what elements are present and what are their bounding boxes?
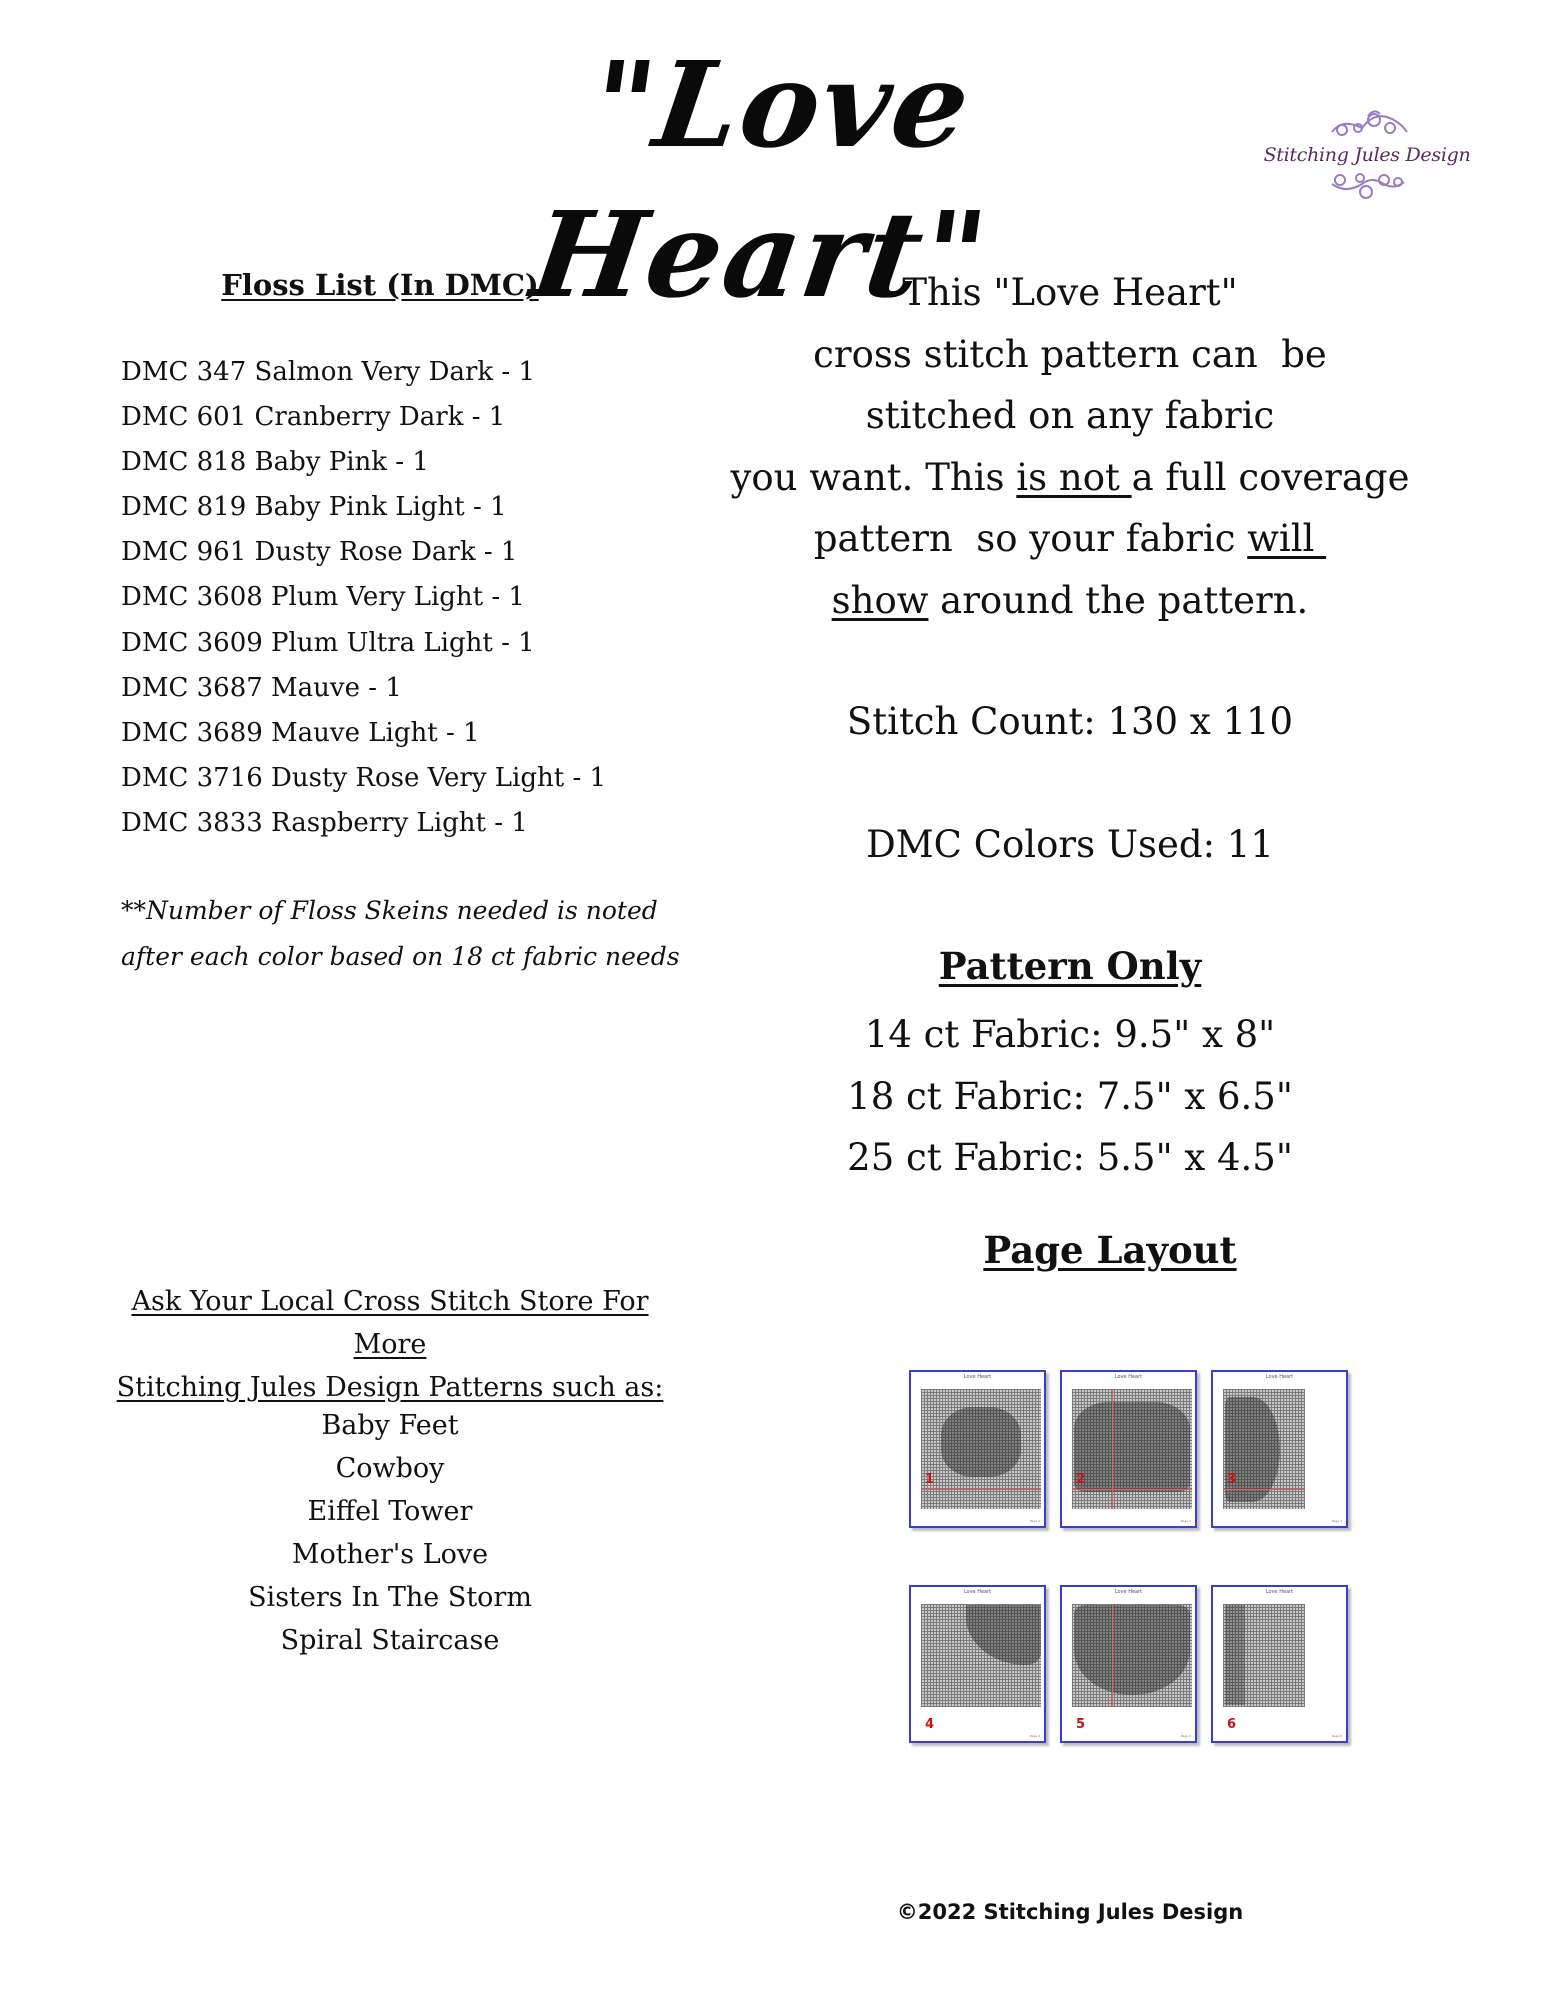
copyright: ©2022 Stitching Jules Design	[896, 1900, 1244, 1924]
store-heading-line: Stitching Jules Design Patterns such as:	[116, 1372, 664, 1403]
description-line	[730, 508, 1410, 570]
emphasis-will: will	[1247, 517, 1327, 560]
pattern-description	[730, 262, 1410, 631]
stitch-count: Stitch Count: 130 x 110	[846, 700, 1294, 743]
pattern-only-heading: Pattern Only	[938, 944, 1202, 988]
floss-item: DMC 3687 Mauve - 1	[121, 672, 402, 703]
description-text: around the pattern.	[928, 578, 1309, 622]
pattern-shading	[1074, 1605, 1190, 1695]
page-label: Page 5	[1180, 1734, 1191, 1738]
page-label: Page 6	[1331, 1734, 1342, 1738]
store-heading-line: Ask Your Local Cross Stitch Store For More	[131, 1286, 649, 1360]
page-thumbnail-4	[909, 1585, 1046, 1743]
emphasis-is-not: is not	[1016, 455, 1132, 499]
thumbnail-title: Love Heart	[963, 1374, 992, 1380]
ornament-swirl-icon	[1322, 168, 1412, 202]
page-title: "Love Heart"	[524, 35, 997, 324]
fabric-size-item: 18 ct Fabric: 7.5" x 6.5"	[847, 1074, 1293, 1118]
floss-item: DMC 819 Baby Pink Light - 1	[121, 492, 507, 523]
brand-logo	[1262, 108, 1472, 218]
page-label: Page 4	[1029, 1734, 1040, 1738]
thumbnail-title: Love Heart	[1265, 1589, 1294, 1595]
pattern-name: Sisters In The Storm	[248, 1582, 532, 1613]
thumbnail-title: Love Heart	[1265, 1374, 1294, 1380]
other-patterns-list	[100, 1404, 680, 1662]
store-heading	[100, 1280, 680, 1409]
floss-list	[121, 350, 606, 846]
floss-item: DMC 818 Baby Pink - 1	[121, 447, 429, 478]
ornament-swirl-icon	[1312, 108, 1422, 142]
floss-item: DMC 3833 Raspberry Light - 1	[121, 807, 528, 838]
center-line	[1112, 1389, 1113, 1509]
page-label: Page 1	[1029, 1519, 1040, 1523]
thumbnail-title: Love Heart	[963, 1589, 992, 1595]
description-text: you want. This	[730, 455, 1017, 499]
page-number: 6	[1227, 1717, 1237, 1732]
thumbnail-title: Love Heart	[1114, 1374, 1143, 1380]
pattern-name: Spiral Staircase	[280, 1625, 500, 1656]
page-thumbnail-2	[1060, 1370, 1197, 1528]
fabric-size-item: 14 ct Fabric: 9.5" x 8"	[864, 1013, 1276, 1056]
floss-item: DMC 3609 Plum Ultra Light - 1	[121, 627, 535, 658]
emphasis-show: show	[831, 578, 929, 622]
description-line: This "Love Heart"	[902, 271, 1238, 314]
center-line	[921, 1489, 1041, 1490]
floss-note	[121, 888, 680, 980]
page-number: 5	[1076, 1717, 1086, 1732]
description-line: cross stitch pattern can be	[813, 332, 1327, 376]
pattern-shading	[941, 1407, 1021, 1477]
page-label: Page 2	[1180, 1519, 1191, 1523]
description-line	[730, 570, 1410, 632]
logo-text: Stitching Jules Design	[1263, 144, 1471, 166]
description-text: a full coverage	[1131, 455, 1410, 499]
page-thumbnail-5	[1060, 1585, 1197, 1743]
page-thumbnail-1	[909, 1370, 1046, 1528]
pattern-shading	[1074, 1402, 1190, 1492]
pattern-name: Baby Feet	[321, 1410, 459, 1441]
description-line	[730, 447, 1410, 509]
page-thumbnail-3	[1211, 1370, 1348, 1528]
fabric-size-item: 25 ct Fabric: 5.5" x 4.5"	[847, 1136, 1293, 1179]
center-line	[1223, 1489, 1305, 1490]
page-number: 1	[925, 1472, 935, 1487]
pattern-name: Cowboy	[335, 1453, 445, 1484]
page-layout-heading: Page Layout	[983, 1228, 1237, 1272]
fabric-size-list	[760, 1004, 1380, 1189]
pattern-name: Eiffel Tower	[307, 1496, 473, 1527]
page-label: Page 3	[1331, 1519, 1342, 1523]
page-number: 3	[1227, 1472, 1237, 1487]
floss-note-line: **Number of Floss Skeins needed is noted	[121, 896, 658, 925]
page-number: 2	[1076, 1472, 1086, 1487]
floss-item: DMC 3716 Dusty Rose Very Light - 1	[121, 762, 607, 793]
colors-used: DMC Colors Used: 11	[866, 823, 1274, 866]
floss-item: DMC 347 Salmon Very Dark - 1	[121, 357, 536, 387]
floss-item: DMC 601 Cranberry Dark - 1	[121, 402, 506, 433]
floss-note-line: after each color based on 18 ct fabric needs	[121, 942, 680, 971]
floss-item: DMC 961 Dusty Rose Dark - 1	[121, 537, 518, 568]
page-number: 4	[925, 1717, 935, 1732]
center-line	[1072, 1489, 1192, 1490]
thumbnail-title: Love Heart	[1114, 1589, 1143, 1595]
description-text: pattern so your fabric	[813, 517, 1248, 560]
floss-item: DMC 3689 Mauve Light - 1	[121, 717, 480, 748]
page-thumbnail-6	[1211, 1585, 1348, 1743]
center-line	[1112, 1604, 1113, 1707]
floss-list-heading: Floss List (In DMC)	[221, 268, 539, 302]
description-line: stitched on any fabric	[865, 394, 1275, 437]
floss-item: DMC 3608 Plum Very Light - 1	[121, 582, 525, 613]
pattern-shading	[1225, 1605, 1245, 1705]
pattern-name: Mother's Love	[291, 1539, 489, 1570]
